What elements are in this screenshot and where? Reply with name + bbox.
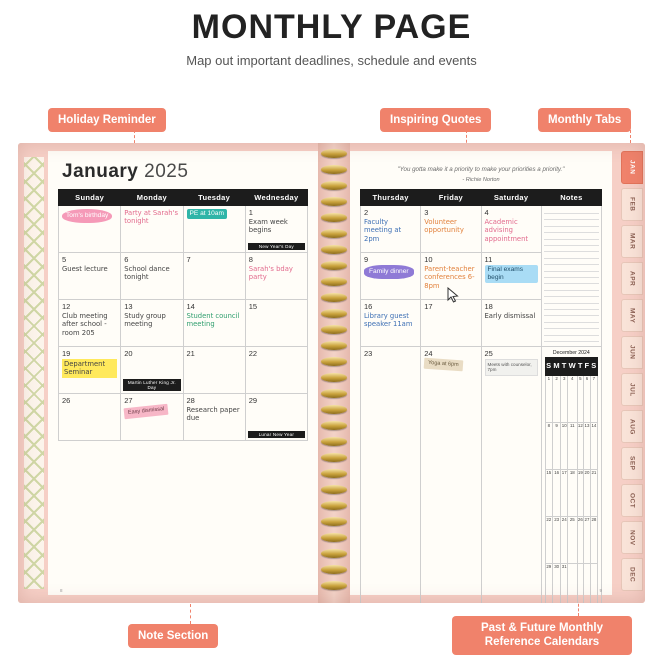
coil-ring [321,581,347,590]
event-sticker: PE at 10am [187,209,227,219]
coil-ring [321,181,347,190]
notes-section[interactable] [541,205,601,346]
quote-source: - Richie Norton [462,177,500,184]
event-note: Student council meeting [186,312,240,329]
day-number: 3 [424,207,429,217]
coil-ring [321,389,347,398]
holiday-label: New Year's Day [248,243,305,250]
mini-week-row [545,422,597,469]
spiral-coil [318,143,350,603]
month-tab-mar[interactable]: MAR [621,225,643,258]
day-cell[interactable] [481,205,541,252]
day-number: 12 [62,302,71,311]
day-number: 7 [186,255,191,264]
mini-week-row [545,375,597,422]
day-number: 1 [248,208,253,217]
mini-calendar-december[interactable] [543,348,600,603]
calendar-week-row [59,206,308,253]
day-cell[interactable] [481,346,541,603]
callout-holiday-reminder: Holiday Reminder [48,108,166,132]
calendar-week-row [59,300,308,347]
coil-ring [321,149,347,158]
day-number: 28 [186,396,195,405]
day-number: 10 [424,254,433,264]
mini-day: 24 [561,516,568,563]
mini-day: 29 [545,563,552,603]
callout-reference-calendars-line2: Reference Calendars [484,636,600,649]
event-note: Study group meeting [124,312,166,329]
mini-day [568,563,577,603]
planner-right-page [350,151,612,595]
day-cell[interactable] [245,300,307,347]
mini-day: 3 [561,375,568,422]
mini-day: 25 [568,516,577,563]
coil-ring [321,517,347,526]
callout-reference-calendars [452,616,632,655]
event-note: Party at Sarah's tonight [124,209,178,226]
mini-day: 16 [552,469,561,516]
coil-ring [321,421,347,430]
month-tab-jun[interactable]: JUN [621,336,643,369]
coil-ring [321,437,347,446]
mini-day: 20 [584,469,591,516]
day-number: 2 [364,207,369,217]
weekday-friday: Friday [421,189,481,205]
event-washi-tape: Yoga at 6pm [424,357,463,371]
day-cell[interactable] [245,394,307,441]
day-cell[interactable] [183,394,245,441]
coil-ring [321,213,347,222]
mini-day: 15 [545,469,552,516]
day-cell[interactable] [59,206,121,253]
event-note: Academic advising appointment [484,217,529,243]
calendar-header-row-right [361,189,602,205]
mini-weekday: F [584,357,591,375]
month-name: January [62,161,139,182]
day-number: 29 [248,396,258,405]
coil-ring [321,485,347,494]
page-title: MONTHLY PAGE [191,8,472,46]
holiday-label: Martin Luther King Jr. Day [123,379,180,391]
mini-weekday: S [545,357,552,375]
event-note: Volunteer opportunity [424,217,464,235]
day-cell[interactable] [121,300,183,347]
day-number: 17 [424,301,433,311]
day-number: 24 [424,348,433,358]
mini-day: 26 [577,516,584,563]
month-tab-jul[interactable]: JUL [621,373,643,406]
page-number-left: 8 [60,588,63,593]
mini-day [584,563,591,603]
month-tab-nov[interactable]: NOV [621,521,643,554]
mini-day: 21 [590,469,597,516]
planner-left-page [48,151,318,595]
day-cell[interactable] [361,299,421,346]
mini-day: 17 [561,469,568,516]
day-number: 8 [248,255,253,264]
month-year: 2025 [144,161,189,182]
day-number: 5 [62,255,67,264]
day-number: 15 [248,302,258,311]
event-note: Research paper due [186,406,240,423]
mini-day: 13 [584,422,591,469]
callout-note-section: Note Section [128,624,218,648]
event-sticker: Final exams begin [485,265,538,283]
day-cell[interactable] [183,347,245,394]
callout-leader-notes [190,604,191,624]
mini-day: 22 [545,516,552,563]
event-sticker: Tom's birthday [62,209,112,223]
event-washi-tape: Easy dismissal [124,404,169,419]
day-cell[interactable] [361,205,421,252]
calendar-week-row [59,394,308,441]
day-number: 9 [364,254,369,264]
inspiring-quote [350,151,612,189]
callout-reference-calendars-line1: Past & Future Monthly [480,622,604,634]
mini-calendar-title: December 2024 [552,349,590,356]
day-cell[interactable] [59,394,121,441]
day-cell[interactable] [421,346,481,603]
mini-day [577,563,584,603]
mini-day: 30 [552,563,561,603]
mini-day: 23 [552,516,561,563]
event-note: Parent-teacher conferences 6-8pm [424,264,475,290]
day-number: 26 [62,396,71,405]
coil-ring [321,405,347,414]
day-cell[interactable] [245,253,307,300]
day-number: 13 [124,302,133,311]
event-sticker: Family dinner [364,265,414,279]
cover-pattern [24,157,44,589]
event-note: Club meeting after school - room 205 [62,312,108,337]
coil-ring [321,373,347,382]
day-number: 27 [124,396,133,405]
day-cell[interactable] [59,300,121,347]
weekday-thursday: Thursday [361,189,421,205]
mini-day: 11 [568,422,577,469]
month-tab-oct[interactable]: OCT [621,484,643,517]
weekday-tuesday: Tuesday [183,190,245,206]
month-tab-may[interactable]: MAY [621,299,643,332]
event-note: Sarah's bday party [248,265,293,282]
coil-ring [321,261,347,270]
day-cell[interactable] [245,206,307,253]
planner-left-cover [18,143,48,603]
day-number: 25 [484,348,493,358]
mini-day: 28 [590,516,597,563]
mini-day: 4 [568,375,577,422]
mini-day: 6 [584,375,591,422]
month-tab-jan[interactable]: JAN [621,151,643,184]
mini-day: 12 [577,422,584,469]
mini-weekday: T [577,357,584,375]
coil-ring [321,277,347,286]
event-sticky-note: Meets with counselor, 7pm [485,359,538,376]
coil-ring [321,533,347,542]
mini-calendars-cell [541,346,601,603]
event-note: Exam week begins [248,218,288,235]
mini-week-row [545,469,597,516]
calendar-right [360,189,602,603]
month-tab-sep[interactable]: SEP [621,447,643,480]
day-number: 16 [364,301,373,311]
coil-ring [321,501,347,510]
event-highlight: Department Seminar [62,359,117,378]
weekday-saturday: Saturday [481,189,541,205]
day-number: 11 [484,254,493,264]
event-note: Guest lecture [62,265,108,273]
event-note: Faculty meeting at 2pm [364,217,402,243]
calendar-week-row [361,205,602,252]
page-number-right: 9 [599,588,602,593]
coil-ring [321,469,347,478]
coil-ring [321,325,347,334]
month-tabs [611,149,645,597]
day-cell[interactable] [245,347,307,394]
mini-week-row [545,563,597,603]
day-number: 19 [62,349,71,358]
mini-weekday: S [590,357,597,375]
mini-day: 8 [545,422,552,469]
mini-day: 31 [561,563,568,603]
mini-day: 2 [552,375,561,422]
day-number: 4 [484,207,489,217]
month-tab-feb[interactable]: FEB [621,188,643,221]
day-cell[interactable] [361,346,421,603]
mini-day: 1 [545,375,552,422]
calendar-left [58,189,308,441]
quote-text: "You gotta make it a priority to make your priorities a priority." [397,166,565,173]
day-cell[interactable] [183,253,245,300]
day-cell[interactable] [121,206,183,253]
mini-week-row [545,516,597,563]
calendar-week-row [361,346,602,603]
day-number: 18 [484,301,493,311]
calendar-header-row-left [59,190,308,206]
day-number: 20 [124,349,133,358]
calendar-week-row [59,347,308,394]
mini-day: 5 [577,375,584,422]
day-number: 21 [186,349,195,358]
day-cell[interactable] [481,299,541,346]
coil-ring [321,565,347,574]
day-cell[interactable] [421,299,481,346]
mini-day: 27 [584,516,591,563]
notes-lines [542,206,601,342]
day-cell[interactable] [121,394,183,441]
day-cell[interactable] [59,347,121,394]
mini-day: 7 [590,375,597,422]
event-note: School dance tonight [124,265,170,282]
callout-monthly-tabs: Monthly Tabs [538,108,631,132]
coil-ring [321,357,347,366]
day-number: 6 [124,255,129,264]
month-tab-dec[interactable]: DEC [621,558,643,591]
planner-photo [18,143,645,603]
holiday-label: Lunar New Year [248,431,305,438]
mini-day: 10 [561,422,568,469]
day-cell[interactable] [183,206,245,253]
weekday-monday: Monday [121,190,183,206]
coil-ring [321,293,347,302]
mini-day: 18 [568,469,577,516]
day-cell[interactable] [421,205,481,252]
event-note: Library guest speaker 11am [364,311,413,329]
day-cell[interactable] [361,252,421,299]
mini-day: 9 [552,422,561,469]
month-tab-apr[interactable]: APR [621,262,643,295]
day-number: 22 [248,349,258,358]
mini-weekday: M [552,357,561,375]
day-cell[interactable] [421,252,481,299]
mini-day [590,563,597,603]
page-subtitle: Map out important deadlines, schedule and events [186,53,477,68]
day-cell[interactable] [121,347,183,394]
day-number: 23 [364,348,373,358]
coil-ring [321,197,347,206]
month-tab-aug[interactable]: AUG [621,410,643,443]
callout-inspiring-quotes: Inspiring Quotes [380,108,491,132]
coil-ring [321,309,347,318]
day-number: 14 [186,302,195,311]
notes-column-header: Notes [541,189,601,205]
coil-ring [321,453,347,462]
coil-ring [321,341,347,350]
coil-ring [321,245,347,254]
day-cell[interactable] [183,300,245,347]
coil-ring [321,549,347,558]
weekday-sunday: Sunday [59,190,121,206]
month-title [48,151,318,189]
mini-weekday: T [561,357,568,375]
mini-weekday: W [568,357,577,375]
event-note: Early dismissal [484,311,536,320]
weekday-wednesday: Wednesday [245,190,307,206]
day-cell[interactable] [481,252,541,299]
coil-ring [321,229,347,238]
day-cell[interactable] [121,253,183,300]
mini-day: 19 [577,469,584,516]
day-cell[interactable] [59,253,121,300]
coil-ring [321,165,347,174]
mini-day: 14 [590,422,597,469]
calendar-week-row [59,253,308,300]
